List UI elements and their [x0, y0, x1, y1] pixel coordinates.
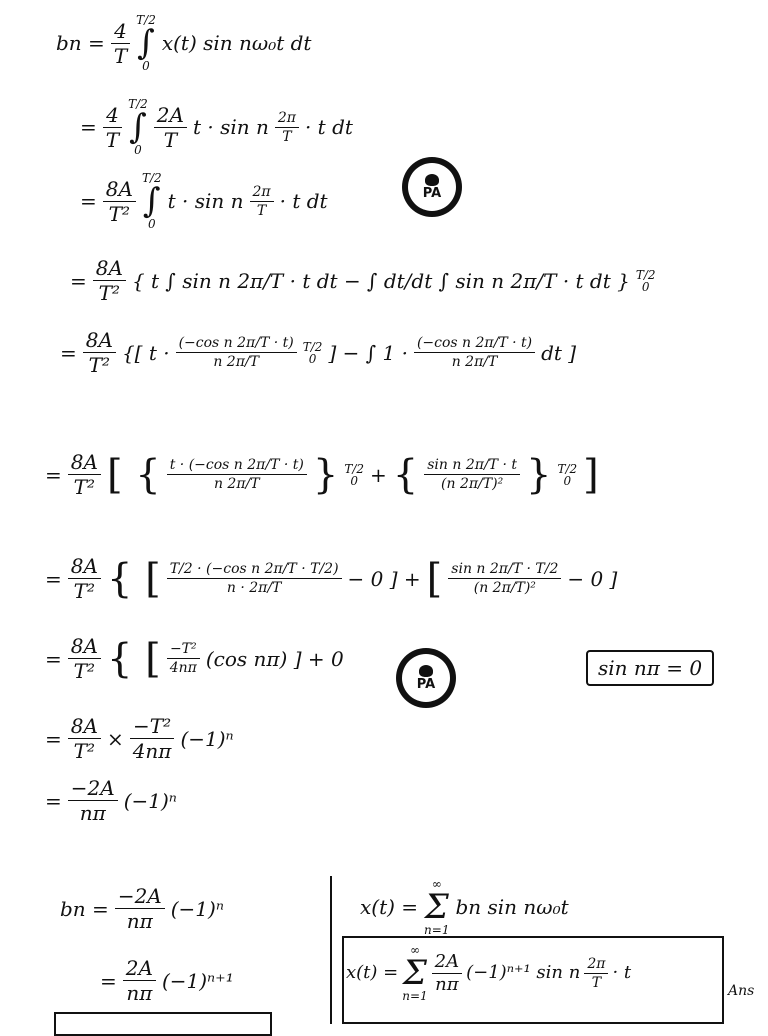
divider-line	[330, 876, 332, 1024]
integration-by-parts: { t ∫ sin n 2π/T · t dt − ∫ dt/dt ∫ sin n 2π/T · t dt }	[131, 268, 630, 293]
integral: T/2 ∫ 0	[136, 13, 156, 73]
fourier-series-final: x(t) = ∞ Σ n=1 $\frac{2A}{n\pi}$ (−1)ⁿ⁺¹ sin n $\frac{2\pi}{T}$ · t	[346, 943, 632, 1003]
limits: T/2 0	[302, 339, 323, 366]
result-fraction: $\frac{-2A}{n\pi}$	[68, 778, 118, 823]
term-fraction-1: $\frac{\text{t · (−cos n 2π/T · t)}}{n 2\pi/T}$	[167, 458, 307, 491]
coef-fraction: $\frac{4}{T}$	[111, 21, 130, 66]
limits: T/2 0	[635, 267, 656, 294]
coef-fraction: $\frac{8A}{\text{T²}}$	[68, 452, 101, 497]
term-fraction-1: $\frac{\text{(−cos n 2π/T · t)}}{n 2\pi/T}$	[176, 336, 297, 369]
note-box	[586, 650, 714, 686]
eq-line-4: = $\frac{8A}{\text{T²}}$ { t ∫ sin n 2π/T · t dt − ∫ dt/dt ∫ sin n 2π/T · t dt } T/2 0	[70, 256, 656, 305]
coef-fraction: $\frac{8A}{\text{T²}}$	[68, 716, 101, 761]
eq-line-8: = $\frac{8A}{\text{T²}}$ { [ $\frac{\text{−T²}}{4n\pi}$ (cos nπ) ] + 0	[45, 634, 344, 683]
term-fraction-2: $\frac{\text{(−cos n 2π/T · t)}}{n 2\pi/T}$	[414, 336, 535, 369]
bottom-partial-box	[54, 1012, 272, 1036]
integral: T/2 ∫ 0	[128, 97, 148, 157]
coef-fraction: $\frac{8A}{\text{T²}}$	[103, 179, 136, 224]
eq-line-3: = $\frac{8A}{\text{T²}}$ T/2 ∫ 0 t · sin n $\frac{2\pi}{T}$ · t dt	[80, 171, 328, 231]
watermark-logo-2: PA	[396, 648, 456, 708]
omega-fraction: $\frac{2\pi}{T}$	[275, 111, 299, 144]
final-bn: bn = $\frac{-2A}{n\pi}$ (−1)ⁿ	[60, 884, 224, 933]
coef-fraction: $\frac{8A}{\text{T²}}$	[68, 636, 101, 681]
term-fraction-2: $\frac{\text{sin n 2π/T · T/2}}{\text{(n 2π/T)²}}$	[448, 562, 561, 595]
eq-line-1	[56, 14, 311, 72]
eq-line-10: = $\frac{-2A}{n\pi}$ (−1)ⁿ	[45, 776, 177, 825]
eq-line-7: = $\frac{8A}{\text{T²}}$ { [ $\frac{\text{T/2 · (−cos n 2π/T · T/2)}}{n \cdot 2\pi/T}$ − 0 ] + [ $\frac{\text{sin n 2π/T · T/2}}{\text{(n 2π/T)²}}$ − 0 ]	[45, 554, 618, 603]
limits-2: T/2 0	[557, 461, 578, 488]
final-bn-simplified: = $\frac{2A}{n\pi}$ (−1)ⁿ⁺¹	[100, 956, 234, 1005]
summation: ∞ Σ n=1	[424, 877, 450, 937]
amplitude-fraction: $\frac{2A}{n\pi}$	[432, 953, 462, 994]
coef-fraction: $\frac{8A}{\text{T²}}$	[68, 556, 101, 601]
inner-fraction: $\frac{\text{−T²}}{4n\pi}$	[130, 716, 175, 761]
integrand: x(t) sin nω₀t dt	[161, 31, 312, 55]
watermark-logo: PA	[402, 157, 462, 217]
term-fraction-1: $\frac{\text{T/2 · (−cos n 2π/T · T/2)}}{n \cdot 2\pi/T}$	[167, 562, 342, 595]
slope-fraction: $\frac{2A}{T}$	[154, 105, 187, 150]
eq-line-6: = $\frac{8A}{\text{T²}}$ [ { $\frac{\text{t · (−cos n 2π/T · t)}}{n 2\pi/T}$ } T/2 0 + { $\frac{\text{sin n 2π/T · t}}{\text{(n 2π/T)²}}$ } T/2 0 ]	[45, 450, 599, 499]
coef-fraction: $\frac{8A}{\text{T²}}$	[93, 258, 126, 303]
inner-fraction: $\frac{\text{−T²}}{4n\pi}$	[167, 642, 200, 675]
eq-line-5: = $\frac{8A}{\text{T²}}$ {[ t · $\frac{\text{(−cos n 2π/T · t)}}{n 2\pi/T}$ T/2 0 ] − ∫ 1 · $\frac{\text{(−cos n 2π/T · t)}}{n 2\pi/T}$ dt ]	[60, 328, 577, 377]
term-fraction-2: $\frac{\text{sin n 2π/T · t}}{\text{(n 2π/T)²}}$	[424, 458, 520, 491]
coef-fraction: $\frac{4}{T}$	[103, 105, 122, 150]
note-sin-npi: sin nπ = 0	[598, 656, 703, 680]
bn-fraction-2: $\frac{2A}{n\pi}$	[123, 958, 156, 1003]
eq-line-2: = $\frac{4}{T}$ T/2 ∫ 0 $\frac{2A}{T}$ t · sin n $\frac{2\pi}{T}$ · t dt	[80, 97, 353, 157]
bn-lhs: bn =	[56, 31, 105, 55]
coef-fraction: $\frac{8A}{\text{T²}}$	[83, 330, 116, 375]
summation: ∞ Σ n=1	[402, 943, 428, 1003]
bn-fraction: $\frac{-2A}{n\pi}$	[115, 886, 165, 931]
ans-label: Ans	[728, 983, 755, 999]
integral: T/2 ∫ 0	[141, 171, 162, 231]
limits: T/2 0	[344, 461, 365, 488]
omega-fraction: $\frac{2\pi}{T}$	[250, 185, 274, 218]
fourier-series-general: x(t) = ∞ Σ n=1 bn sin nω₀t	[360, 877, 569, 937]
omega-fraction: $\frac{2\pi}{T}$	[584, 957, 608, 990]
eq-line-9: = $\frac{8A}{\text{T²}}$ × $\frac{\text{−T²}}{4n\pi}$ (−1)ⁿ	[45, 714, 234, 763]
